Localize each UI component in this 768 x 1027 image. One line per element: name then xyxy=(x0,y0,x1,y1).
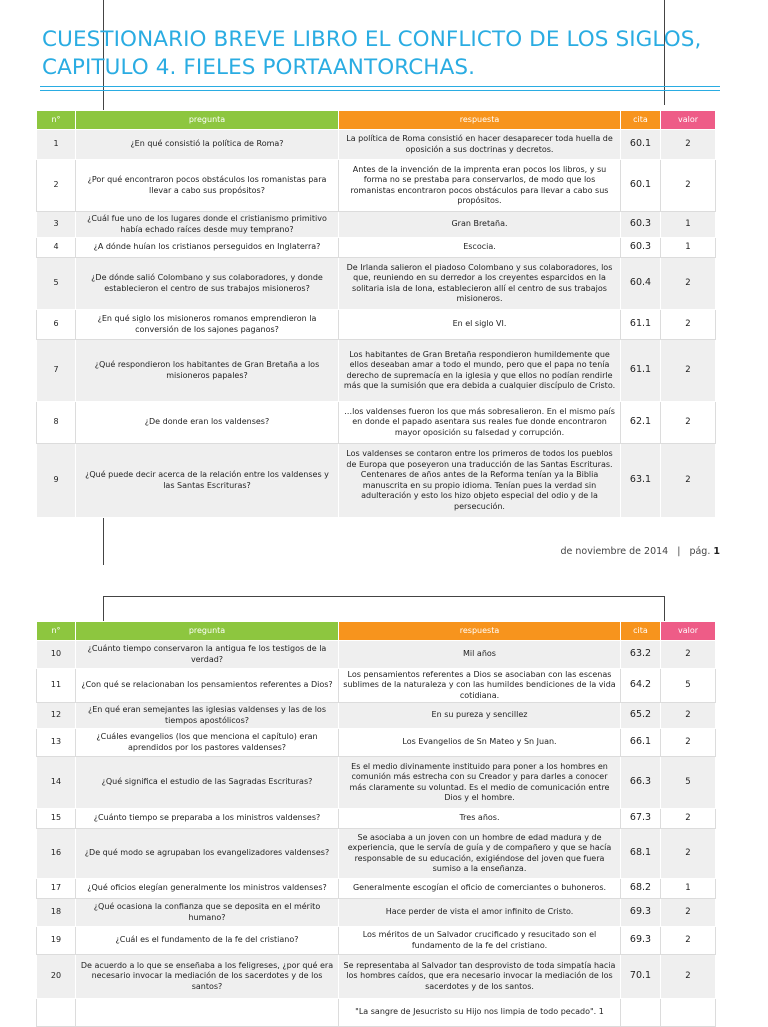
header-pregunta: pregunta xyxy=(76,111,339,130)
valor-cell: 2 xyxy=(661,340,716,402)
table-header-row xyxy=(37,111,716,130)
row-number: 2 xyxy=(37,160,76,212)
answer-cell: Escocia. xyxy=(339,238,621,258)
question-cell: ¿En qué siglo los misioneros romanos emprendieron la conversión de los sajones paganos? xyxy=(76,310,339,340)
table-row xyxy=(37,669,716,703)
row-number: 16 xyxy=(37,829,76,879)
valor-cell: 2 xyxy=(661,160,716,212)
question-cell: ¿Cuál fue uno de los lugares donde el cristianismo primitivo había echado raíces desde muy temprano? xyxy=(76,212,339,238)
question-cell: ¿Con qué se relacionaban los pensamientos referentes a Dios? xyxy=(76,669,339,703)
answer-cell: …los valdenses fueron los que más sobresalieron. En el mismo país en donde el papado asentara sus reales fue donde encontraron mayor oposición su falsedad y corrupción. xyxy=(339,402,621,444)
question-cell: De acuerdo a lo que se enseñaba a los feligreses, ¿por qué era necesario invocar la mediación de los sacerdotes y de los santos? xyxy=(76,955,339,999)
cita-cell: 60.3 xyxy=(621,238,661,258)
row-number: 10 xyxy=(37,641,76,669)
table-header-row xyxy=(37,622,716,641)
row-number: 9 xyxy=(37,444,76,518)
cita-cell: 68.2 xyxy=(621,879,661,899)
question-cell: ¿Por qué encontraron pocos obstáculos los romanistas para llevar a cabo sus propósitos? xyxy=(76,160,339,212)
header-pregunta: pregunta xyxy=(76,622,339,641)
answer-cell: Los Evangelios de Sn Mateo y Sn Juan. xyxy=(339,729,621,757)
question-cell: ¿Qué ocasiona la confianza que se deposita en el mérito humano? xyxy=(76,899,339,927)
cita-cell: 66.1 xyxy=(621,729,661,757)
header-n: n° xyxy=(37,111,76,130)
table-row xyxy=(37,130,716,160)
footer-date: de noviembre de 2014 xyxy=(560,546,669,557)
question-cell: ¿Qué respondieron los habitantes de Gran Bretaña a los misioneros papales? xyxy=(76,340,339,402)
valor-cell: 2 xyxy=(661,402,716,444)
valor-cell: 2 xyxy=(661,130,716,160)
page2-frame-top xyxy=(103,596,665,597)
cita-cell: 63.2 xyxy=(621,641,661,669)
question-cell: ¿Qué oficios elegían generalmente los ministros valdenses? xyxy=(76,879,339,899)
table-row xyxy=(37,703,716,729)
table-row xyxy=(37,340,716,402)
row-number: 1 xyxy=(37,130,76,160)
question-cell: ¿De qué modo se agrupaban los evangelizadores valdenses? xyxy=(76,829,339,879)
cita-cell: 61.1 xyxy=(621,310,661,340)
row-number: 15 xyxy=(37,809,76,829)
header-respuesta: respuesta xyxy=(339,111,621,130)
valor-cell: 2 xyxy=(661,809,716,829)
question-cell xyxy=(76,999,339,1027)
page-footer xyxy=(560,546,720,557)
valor-cell: 5 xyxy=(661,757,716,809)
question-cell: ¿En qué consistió la política de Roma? xyxy=(76,130,339,160)
footer-page-label: pág. xyxy=(689,546,711,557)
table-row xyxy=(37,238,716,258)
header-cita: cita xyxy=(621,111,661,130)
table-row xyxy=(37,258,716,310)
page-title: CUESTIONARIO BREVE LIBRO EL CONFLICTO DE LOS SIGLOS, CAPITULO 4. FIELES PORTAANTORCHAS. xyxy=(42,27,702,80)
cita-cell: 65.2 xyxy=(621,703,661,729)
questions-table-page-1 xyxy=(36,110,716,518)
cita-cell: 69.3 xyxy=(621,927,661,955)
table-row xyxy=(37,829,716,879)
row-number: 6 xyxy=(37,310,76,340)
table-row xyxy=(37,160,716,212)
title-rule-bottom xyxy=(40,90,720,91)
row-number: 12 xyxy=(37,703,76,729)
table-row xyxy=(37,927,716,955)
cita-cell: 69.3 xyxy=(621,899,661,927)
row-number: 14 xyxy=(37,757,76,809)
cita-cell: 67.3 xyxy=(621,809,661,829)
valor-cell: 5 xyxy=(661,669,716,703)
answer-cell: "La sangre de Jesucristo su Hijo nos limpia de todo pecado". 1 xyxy=(339,999,621,1027)
cita-cell: 62.1 xyxy=(621,402,661,444)
row-number: 3 xyxy=(37,212,76,238)
valor-cell: 1 xyxy=(661,879,716,899)
valor-cell: 2 xyxy=(661,310,716,340)
question-cell: ¿Cuánto tiempo se preparaba a los ministros valdenses? xyxy=(76,809,339,829)
footer-page-number: 1 xyxy=(713,546,720,557)
answer-cell: De Irlanda salieron el piadoso Colombano y sus colaboradores, los que, reuniendo en su derredor a los creyentes esparcidos en la solitaria isla de Iona, establecieron allí el centro de sus trabajos misioneros. xyxy=(339,258,621,310)
valor-cell: 2 xyxy=(661,444,716,518)
answer-cell: La política de Roma consistió en hacer desaparecer toda huella de oposición a sus doctrinas y decretos. xyxy=(339,130,621,160)
answer-cell: Los pensamientos referentes a Dios se asociaban con las escenas sublimes de la naturaleza y con las humildes bendiciones de la vida cotidiana. xyxy=(339,669,621,703)
question-cell: ¿Cuánto tiempo conservaron la antigua fe los testigos de la verdad? xyxy=(76,641,339,669)
cita-cell: 63.1 xyxy=(621,444,661,518)
valor-cell: 2 xyxy=(661,927,716,955)
cita-cell xyxy=(621,999,661,1027)
answer-cell: En su pureza y sencillez xyxy=(339,703,621,729)
row-number: 11 xyxy=(37,669,76,703)
answer-cell: Tres años. xyxy=(339,809,621,829)
answer-cell: Gran Bretaña. xyxy=(339,212,621,238)
valor-cell: 2 xyxy=(661,729,716,757)
table-row xyxy=(37,809,716,829)
table-row xyxy=(37,999,716,1027)
valor-cell: 2 xyxy=(661,703,716,729)
answer-cell: Los valdenses se contaron entre los primeros de todos los pueblos de Europa que poseyeron una traducción de las Santas Escrituras. Centenares de años antes de la Reforma tenían ya la Biblia manuscrita en su propio idioma. Tenían pues la verdad sin adulteración y esto los hizo objeto especial del odio y de la persecución. xyxy=(339,444,621,518)
row-number: 4 xyxy=(37,238,76,258)
answer-cell: Se asociaba a un joven con un hombre de edad madura y de experiencia, que le servía de guía y de compañero y que se hacía responsable de su educación, exigiéndose del joven que fuera sumiso a la enseñanza. xyxy=(339,829,621,879)
title-rule-top xyxy=(40,86,720,87)
cita-cell: 70.1 xyxy=(621,955,661,999)
answer-cell: Los méritos de un Salvador crucificado y resucitado son el fundamento de la fe del cristiano. xyxy=(339,927,621,955)
valor-cell: 2 xyxy=(661,829,716,879)
row-number: 20 xyxy=(37,955,76,999)
answer-cell: Generalmente escogían el oficio de comerciantes o buhoneros. xyxy=(339,879,621,899)
row-number: 8 xyxy=(37,402,76,444)
answer-cell: Mil años xyxy=(339,641,621,669)
answer-cell: Antes de la invención de la imprenta eran pocos los libros, y su forma no se prestaba para conservarlos, de modo que los romanistas encontraron pocos obstáculos para llevar a cabo sus propósitos. xyxy=(339,160,621,212)
row-number: 5 xyxy=(37,258,76,310)
table-row xyxy=(37,899,716,927)
table-row xyxy=(37,402,716,444)
answer-cell: Se representaba al Salvador tan desprovisto de toda simpatía hacia los hombres caídos, que era necesario invocar la mediación de los sacerdotes y de los santos. xyxy=(339,955,621,999)
table-row xyxy=(37,641,716,669)
valor-cell: 1 xyxy=(661,212,716,238)
valor-cell xyxy=(661,999,716,1027)
header-cita: cita xyxy=(621,622,661,641)
table-row xyxy=(37,310,716,340)
question-cell: ¿Cuál es el fundamento de la fe del cristiano? xyxy=(76,927,339,955)
table-row xyxy=(37,729,716,757)
header-valor: valor xyxy=(661,111,716,130)
question-cell: ¿A dónde huían los cristianos perseguidos en Inglaterra? xyxy=(76,238,339,258)
table-row xyxy=(37,212,716,238)
valor-cell: 1 xyxy=(661,238,716,258)
header-respuesta: respuesta xyxy=(339,622,621,641)
page2-frame-right xyxy=(664,596,665,622)
cita-cell: 68.1 xyxy=(621,829,661,879)
header-n: n° xyxy=(37,622,76,641)
row-number: 13 xyxy=(37,729,76,757)
footer-separator: | xyxy=(677,546,681,557)
question-cell: ¿De dónde salió Colombano y sus colaboradores, y donde establecieron el centro de sus trabajos misioneros? xyxy=(76,258,339,310)
cita-cell: 66.3 xyxy=(621,757,661,809)
question-cell: ¿De donde eran los valdenses? xyxy=(76,402,339,444)
row-number xyxy=(37,999,76,1027)
cita-cell: 60.1 xyxy=(621,130,661,160)
table-row xyxy=(37,879,716,899)
valor-cell: 2 xyxy=(661,899,716,927)
cita-cell: 60.3 xyxy=(621,212,661,238)
valor-cell: 2 xyxy=(661,258,716,310)
answer-cell: Es el medio divinamente instituido para poner a los hombres en comunión más estrecha con su Creador y para darles a conocer más claramente su voluntad. Es el medio de comunicación entre Dios y el hombre. xyxy=(339,757,621,809)
questions-table-page-2 xyxy=(36,621,716,1027)
question-cell: ¿En qué eran semejantes las iglesias valdenses y las de los tiempos apostólicos? xyxy=(76,703,339,729)
table-row xyxy=(37,444,716,518)
table-row xyxy=(37,955,716,999)
question-cell: ¿Qué significa el estudio de las Sagradas Escrituras? xyxy=(76,757,339,809)
answer-cell: En el siglo VI. xyxy=(339,310,621,340)
cita-cell: 60.1 xyxy=(621,160,661,212)
row-number: 18 xyxy=(37,899,76,927)
valor-cell: 2 xyxy=(661,641,716,669)
cita-cell: 61.1 xyxy=(621,340,661,402)
valor-cell: 2 xyxy=(661,955,716,999)
header-valor: valor xyxy=(661,622,716,641)
cita-cell: 64.2 xyxy=(621,669,661,703)
cita-cell: 60.4 xyxy=(621,258,661,310)
answer-cell: Los habitantes de Gran Bretaña respondieron humildemente que ellos deseaban amar a todo el mundo, pero que el papa no tenía derecho de supremacía en la iglesia y que ellos no podían rendirle más que la sumisión que era debida a cualquier discípulo de Cristo. xyxy=(339,340,621,402)
question-cell: ¿Qué puede decir acerca de la relación entre los valdenses y las Santas Escrituras? xyxy=(76,444,339,518)
table-row xyxy=(37,757,716,809)
question-cell: ¿Cuáles evangelios (los que menciona el capítulo) eran aprendidos por los pastores valdenses? xyxy=(76,729,339,757)
answer-cell: Hace perder de vista el amor infinito de Cristo. xyxy=(339,899,621,927)
row-number: 7 xyxy=(37,340,76,402)
row-number: 17 xyxy=(37,879,76,899)
row-number: 19 xyxy=(37,927,76,955)
